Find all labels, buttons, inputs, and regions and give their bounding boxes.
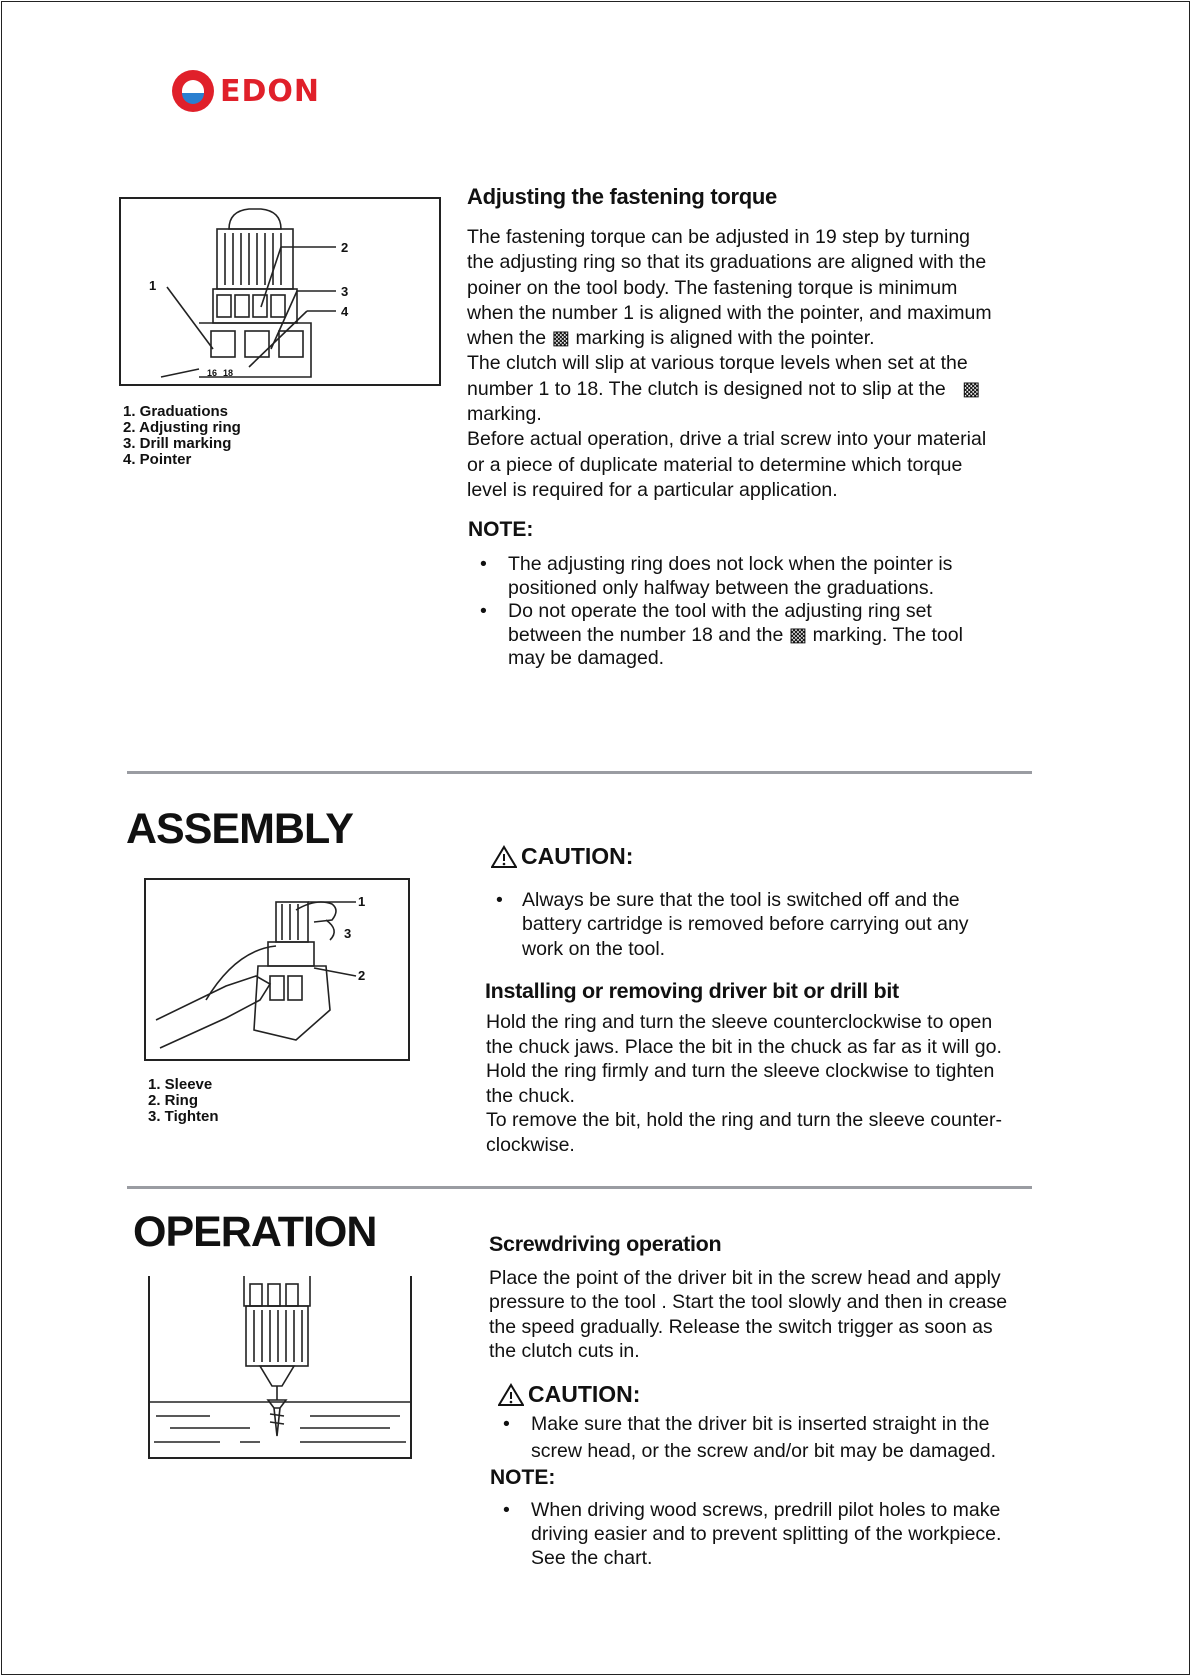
assembly-heading: ASSEMBLY <box>126 805 353 853</box>
text-line: Place the point of the driver bit in the screw head and apply <box>489 1267 1001 1289</box>
torque-legend <box>123 404 241 468</box>
text-line: The fastening torque can be adjusted in 19 step by turning <box>467 226 971 248</box>
assembly-figure <box>144 878 410 1061</box>
legend-item: 2. Adjusting ring <box>123 419 241 436</box>
text-line: number 1 to 18. The clutch is designed not to slip at the ▩ <box>467 377 981 400</box>
drill-marking-icon: ▩ <box>788 623 808 646</box>
operation-figure <box>148 1276 412 1459</box>
legend-item: 1. Graduations <box>123 403 229 420</box>
list-item: • Do not operate the tool with the adjusting ring set between the number 18 and the ▩ marking. The tool may be damaged. <box>468 600 1068 671</box>
legend-item: 2. Ring <box>148 1092 199 1109</box>
text-line: poiner on the tool body. The fastening torque is minimum <box>467 276 958 299</box>
operation-heading: OPERATION <box>133 1208 377 1256</box>
torque-paragraph <box>467 225 1067 503</box>
text-line: Hold the ring and turn the sleeve counterclockwise to open <box>486 1011 993 1033</box>
torque-notes <box>468 553 1068 671</box>
figure-label: 2 <box>341 240 349 255</box>
assembly-legend <box>148 1077 219 1125</box>
text-line: the chuck. <box>486 1084 575 1107</box>
brand-logo <box>170 68 320 114</box>
legend-item: 3. Drill marking <box>123 435 232 452</box>
figure-label: 4 <box>341 304 349 319</box>
text-line: Before actual operation, drive a trial screw into your material <box>467 428 987 451</box>
torque-note-heading: NOTE: <box>468 518 534 541</box>
text-line: marking. <box>467 403 542 426</box>
figure-label: 1 <box>149 278 157 293</box>
text-line: level is required for a particular application. <box>467 478 838 501</box>
torque-title: Adjusting the fastening torque <box>467 184 777 209</box>
drill-marking-icon: ▩ <box>551 327 571 350</box>
text-line: the clutch cuts in. <box>489 1339 640 1362</box>
text-line: To remove the bit, hold the ring and turn the sleeve counter- <box>486 1109 1002 1131</box>
figure-label: 1 <box>358 894 366 909</box>
assembly-caution-heading: CAUTION: <box>491 843 633 870</box>
legend-item: 1. Sleeve <box>148 1076 213 1093</box>
text-line: when the ▩ marking is aligned with the pointer. <box>467 327 875 350</box>
assembly-caution-list <box>484 888 1084 961</box>
figure-label: 3 <box>344 926 352 941</box>
list-item: • When driving wood screws, predrill pilot holes to make driving easier and to prevent splitting of the workpiece. See the chart. <box>491 1498 1091 1570</box>
warning-icon <box>498 1383 524 1407</box>
edon-logo-icon <box>170 68 216 114</box>
text-line: the chuck jaws. Place the bit in the chuck as far as it will go. <box>486 1035 1002 1058</box>
operation-caution-heading: CAUTION: <box>498 1381 640 1408</box>
brand-name: EDON <box>220 73 321 109</box>
operation-subheading: Screwdriving operation <box>489 1232 722 1256</box>
legend-item: 4. Pointer <box>123 451 192 468</box>
figure-label: 18 <box>223 368 234 378</box>
torque-figure <box>119 197 441 386</box>
hand-chuck-illustration <box>146 880 408 1059</box>
warning-icon <box>491 845 517 869</box>
operation-paragraph <box>489 1266 1089 1363</box>
screwdriving-illustration <box>150 1276 410 1457</box>
text-line: the speed gradually. Release the switch trigger as soon as <box>489 1315 993 1338</box>
list-item: • Always be sure that the tool is switched off and the battery cartridge is removed before carrying out any work on the tool. <box>484 888 1084 961</box>
figure-label: 2 <box>358 968 366 983</box>
legend-item: 3. Tighten <box>148 1108 219 1125</box>
text-line: Hold the ring firmly and turn the sleeve clockwise to tighten <box>486 1060 995 1082</box>
text-line: or a piece of duplicate material to determine which torque <box>467 453 963 476</box>
operation-note-list <box>491 1498 1091 1570</box>
list-item: • Make sure that the driver bit is inserted straight in the screw head, or the screw and/or bit may be damaged. <box>491 1411 1091 1464</box>
drill-marking-icon: ▩ <box>962 377 981 400</box>
text-line: pressure to the tool . Start the tool slowly and then in crease <box>489 1291 1008 1314</box>
drill-chuck-illustration <box>121 199 439 384</box>
section-divider <box>127 771 1032 774</box>
figure-label: 3 <box>341 284 349 299</box>
section-divider <box>127 1186 1032 1189</box>
list-item: • The adjusting ring does not lock when the pointer is positioned only halfway between the graduations. <box>468 553 1068 600</box>
text-line: the adjusting ring so that its graduations are aligned with the <box>467 251 987 274</box>
text-line: clockwise. <box>486 1133 575 1156</box>
figure-label: 16 <box>207 368 218 378</box>
operation-caution-list <box>491 1411 1091 1464</box>
text-line: when the number 1 is aligned with the pointer, and maximum <box>467 301 992 324</box>
operation-note-heading: NOTE: <box>490 1466 556 1489</box>
assembly-paragraph <box>486 1010 1086 1157</box>
assembly-subheading: Installing or removing driver bit or drill bit <box>485 979 899 1003</box>
text-line: The clutch will slip at various torque levels when set at the <box>467 352 968 375</box>
